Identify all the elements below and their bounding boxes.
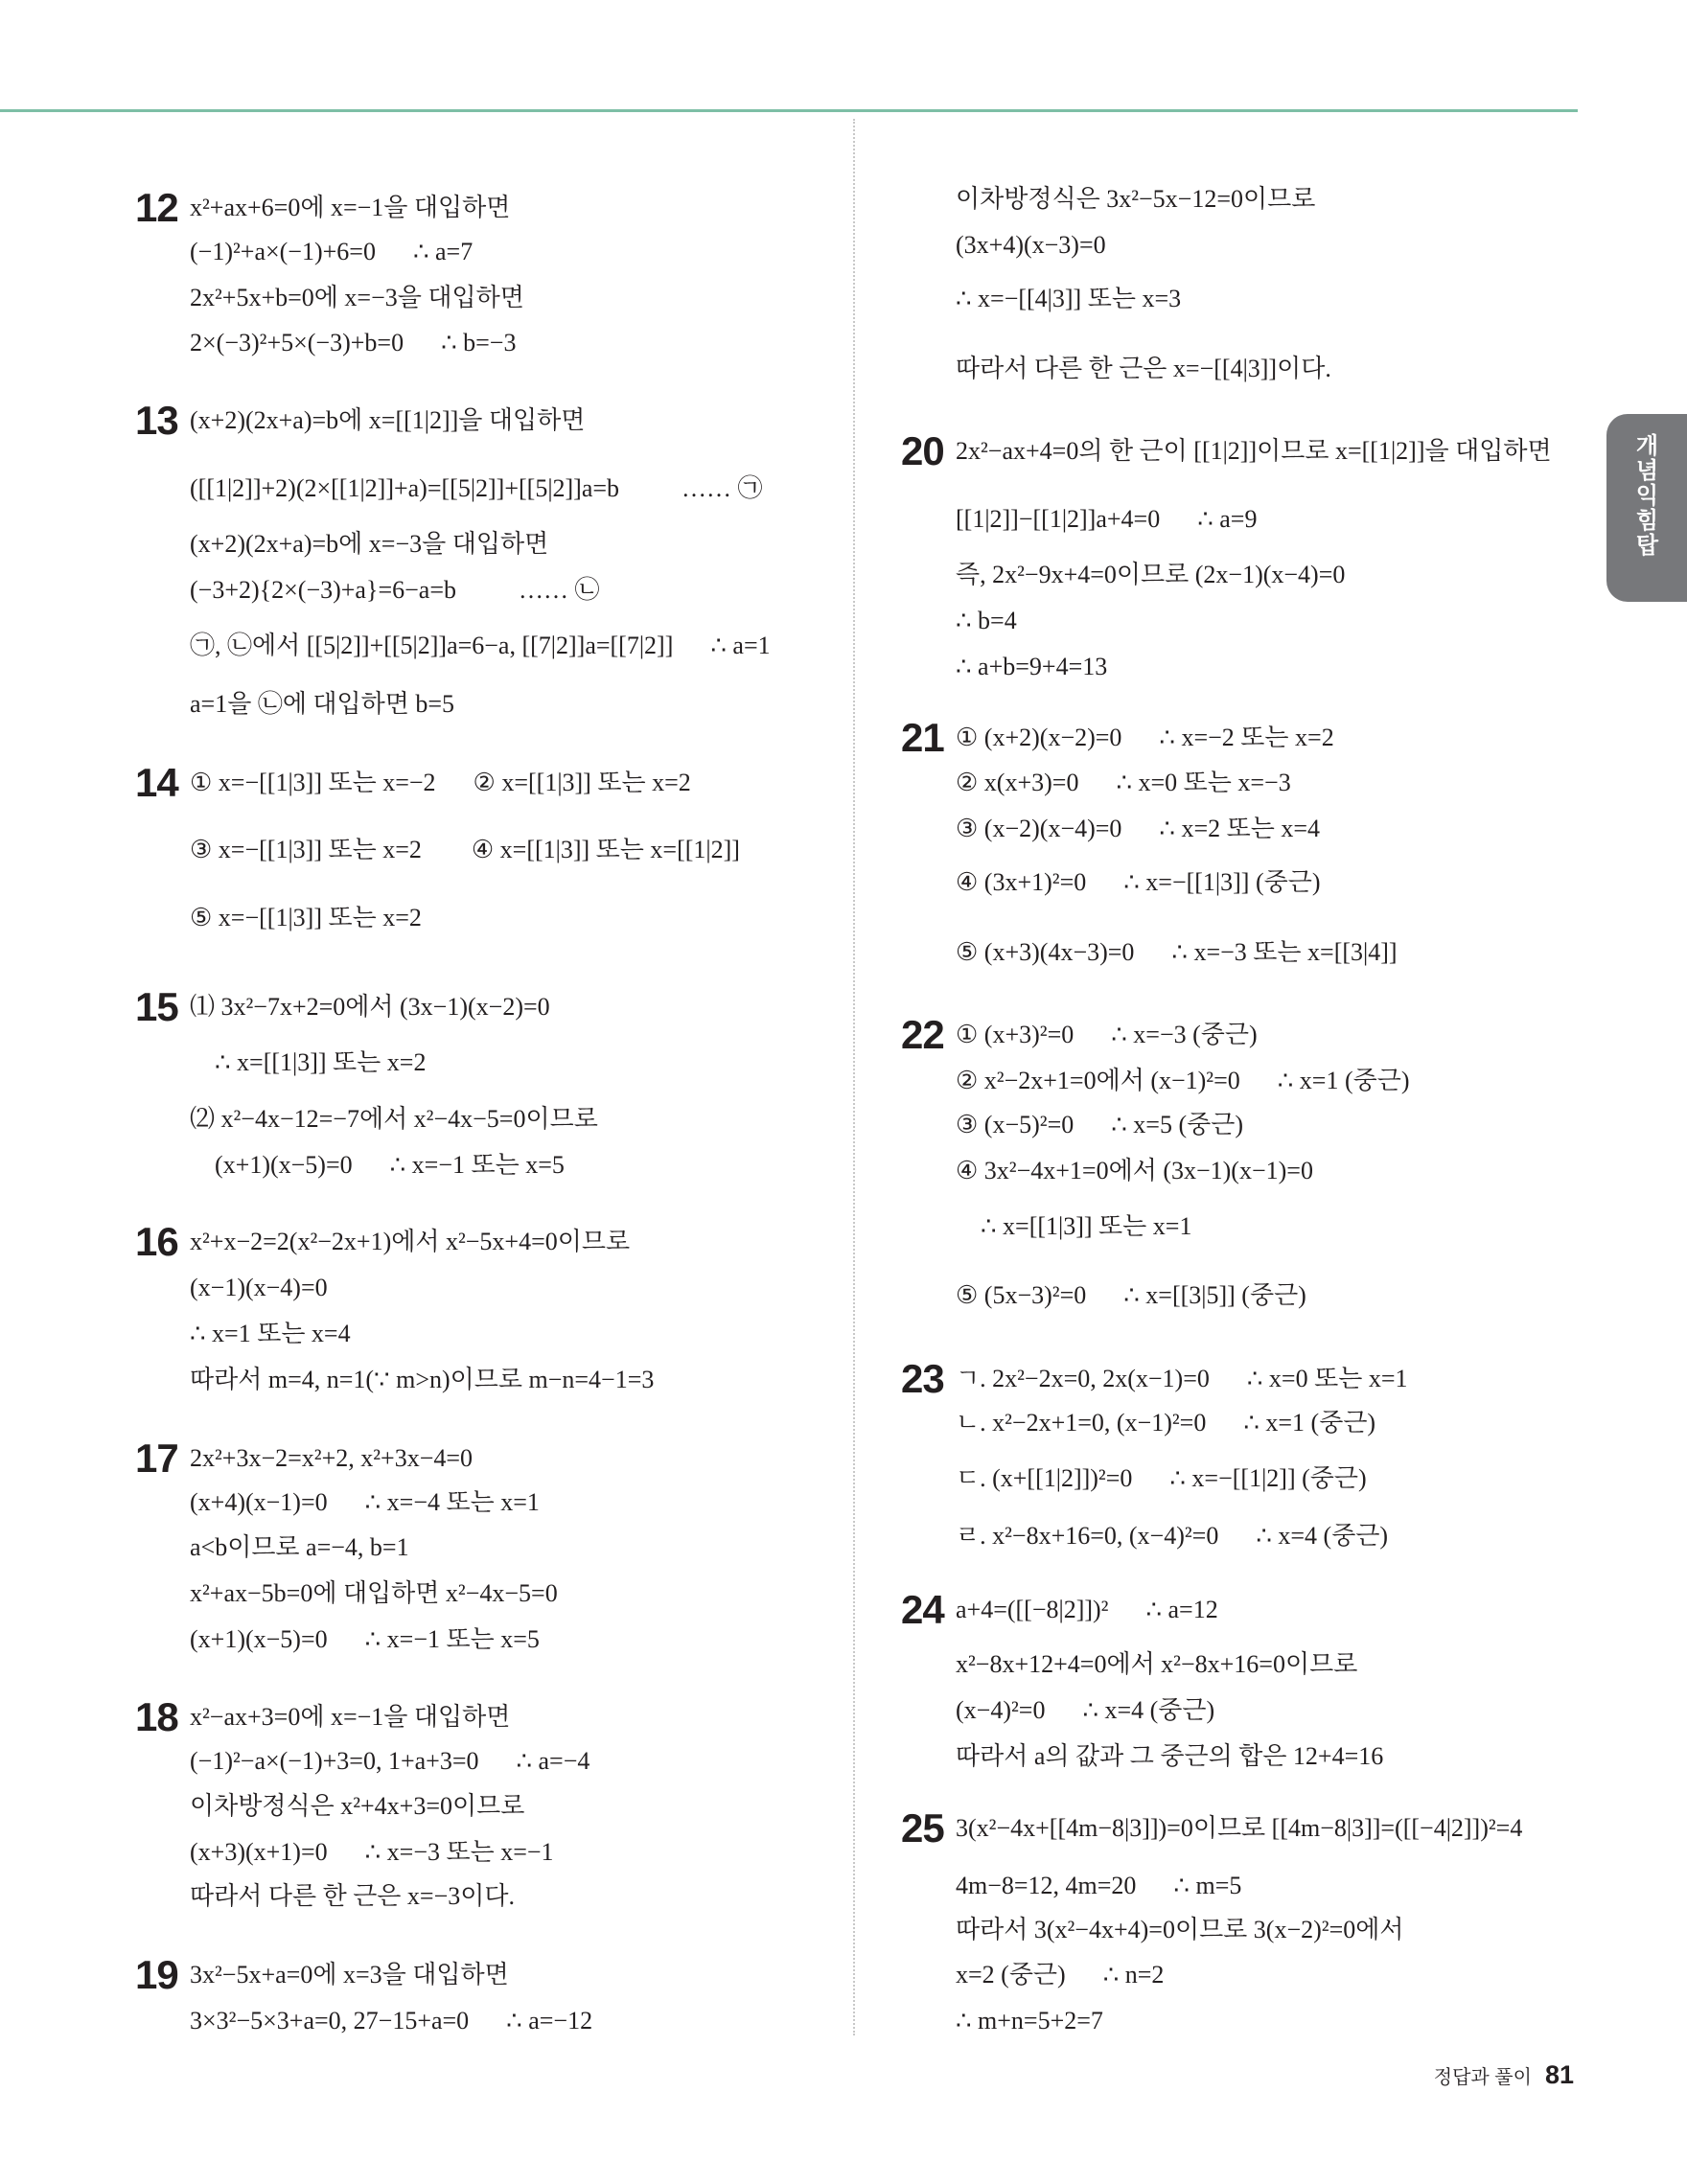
solution-line: 이차방정식은 x²+4x+3=0이므로 [190, 1792, 525, 1820]
solution-line: (−1)²+a×(−1)+6=0 ∴ a=7 [190, 238, 474, 265]
solution-line: 3(x²−4x+[[4m−8|3]])=0이므로 [[4m−8|3]]=([[−4|2]])²=4 [956, 1814, 1523, 1842]
problem-number: 16 [135, 1219, 178, 1264]
solution-line: x²+x−2=2(x²−2x+1)에서 x²−5x+4=0이므로 [190, 1228, 631, 1255]
solution-line: (x+2)(2x+a)=b에 x=−3을 대입하면 [190, 530, 549, 558]
solution-line: x²−8x+12+4=0에서 x²−8x+16=0이므로 [956, 1650, 1358, 1678]
solution-line: x²−ax+3=0에 x=−1을 대입하면 [190, 1703, 511, 1731]
problem-number: 17 [135, 1436, 178, 1481]
solution-line: x=2 (중근) ∴ n=2 [956, 1961, 1165, 1989]
solution-line: 따라서 다른 한 근은 x=−3이다. [190, 1882, 515, 1910]
problem-number: 15 [135, 984, 178, 1029]
solution-line: (x+4)(x−1)=0 ∴ x=−4 또는 x=1 [190, 1488, 540, 1516]
solution-line: 3×3²−5×3+a=0, 27−15+a=0 ∴ a=−12 [190, 2007, 593, 2035]
solution-line: ③ (x−5)²=0 ∴ x=5 (중근) [956, 1111, 1243, 1138]
solution-line: ⑴ 3x²−7x+2=0에서 (3x−1)(x−2)=0 [190, 993, 550, 1021]
solution-line: a=1을 ㉡에 대입하면 b=5 [190, 690, 455, 718]
solution-line: (x+1)(x−5)=0 ∴ x=−1 또는 x=5 [190, 1625, 540, 1653]
page-footer [1434, 2060, 1574, 2090]
problem-number: 18 [135, 1694, 178, 1739]
solution-line: ⑤ (5x−3)²=0 ∴ x=[[3|5]] (중근) [956, 1281, 1306, 1309]
solution-line: 이차방정식은 3x²−5x−12=0이므로 [956, 185, 1316, 213]
solution-line: ㄴ. x²−2x+1=0, (x−1)²=0 ∴ x=1 (중근) [956, 1409, 1376, 1437]
solution-line: ∴ x=[[1|3]] 또는 x=2 [190, 1048, 427, 1076]
solution-line: ① (x+3)²=0 ∴ x=−3 (중근) [956, 1021, 1258, 1048]
solution-line: (x+3)(x+1)=0 ∴ x=−3 또는 x=−1 [190, 1838, 554, 1866]
solution-line: ∴ x=−[[4|3]] 또는 x=3 [956, 285, 1182, 312]
solution-line: 2x²+3x−2=x²+2, x²+3x−4=0 [190, 1444, 474, 1472]
column-divider [853, 119, 855, 2035]
solution-line: 4m−8=12, 4m=20 ∴ m=5 [956, 1872, 1242, 1899]
problem-number: 12 [135, 185, 178, 230]
solution-line: ∴ x=[[1|3]] 또는 x=1 [956, 1212, 1192, 1240]
solution-line: ([[1|2]]+2)(2×[[1|2]]+a)=[[5|2]]+[[5|2]]a=b …… ㉠ [190, 474, 763, 502]
solution-line: 따라서 3(x²−4x+4)=0이므로 3(x−2)²=0에서 [956, 1916, 1404, 1943]
solution-line: ㄷ. (x+[[1|2]])²=0 ∴ x=−[[1|2]] (중근) [956, 1464, 1367, 1492]
footer-label: 정답과 풀이 [1433, 2067, 1532, 2088]
solution-line: 2×(−3)²+5×(−3)+b=0 ∴ b=−3 [190, 329, 517, 356]
solution-line: ∴ b=4 [956, 607, 1017, 634]
solution-line: (x+1)(x−5)=0 ∴ x=−1 또는 x=5 [190, 1151, 565, 1179]
solution-line: ∴ a+b=9+4=13 [956, 653, 1108, 680]
header-rule [0, 109, 1578, 112]
solution-line: ② x²−2x+1=0에서 (x−1)²=0 ∴ x=1 (중근) [956, 1067, 1410, 1094]
solution-line: a+4=([[−8|2]])² ∴ a=12 [956, 1596, 1218, 1623]
problem-number: 20 [901, 428, 944, 473]
solution-line: ③ (x−2)(x−4)=0 ∴ x=2 또는 x=4 [956, 815, 1321, 842]
solution-line: ⑤ (x+3)(4x−3)=0 ∴ x=−3 또는 x=[[3|4]] [956, 938, 1398, 966]
solution-line: x²+ax−5b=0에 대입하면 x²−4x−5=0 [190, 1579, 558, 1607]
solution-line: (x+2)(2x+a)=b에 x=[[1|2]]을 대입하면 [190, 406, 586, 434]
solution-line: (x−1)(x−4)=0 [190, 1274, 328, 1301]
problem-number: 24 [901, 1587, 944, 1632]
solution-line: ⑤ x=−[[1|3]] 또는 x=2 [190, 904, 422, 931]
problem-number: 25 [901, 1805, 944, 1851]
problem-number: 13 [135, 398, 178, 443]
solution-line: ∴ m+n=5+2=7 [956, 2007, 1103, 2035]
solution-line: ① (x+2)(x−2)=0 ∴ x=−2 또는 x=2 [956, 724, 1334, 751]
solution-line: (−3+2){2×(−3)+a}=6−a=b …… ㉡ [190, 576, 600, 604]
solution-line: (x−4)²=0 ∴ x=4 (중근) [956, 1696, 1215, 1724]
solution-line: 3x²−5x+a=0에 x=3을 대입하면 [190, 1961, 509, 1989]
solution-line: ① x=−[[1|3]] 또는 x=−2 ② x=[[1|3]] 또는 x=2 [190, 769, 691, 796]
solution-line: [[1|2]]−[[1|2]]a+4=0 ∴ a=9 [956, 505, 1258, 533]
section-side-tab[interactable] [1606, 414, 1687, 602]
solution-line: 따라서 m=4, n=1(∵ m>n)이므로 m−n=4−1=3 [190, 1366, 655, 1393]
solution-line: ㄹ. x²−8x+16=0, (x−4)²=0 ∴ x=4 (중근) [956, 1522, 1389, 1550]
problem-number: 19 [135, 1952, 178, 1997]
solution-line: ∴ x=1 또는 x=4 [190, 1320, 351, 1347]
side-tab-label: 개념익힘탑 [1631, 433, 1657, 558]
solution-line: (−1)²−a×(−1)+3=0, 1+a+3=0 ∴ a=−4 [190, 1747, 590, 1775]
solution-line: a<b이므로 a=−4, b=1 [190, 1533, 409, 1561]
solution-line: (3x+4)(x−3)=0 [956, 231, 1106, 259]
page-number: 81 [1544, 2060, 1574, 2089]
solution-line: ㄱ. 2x²−2x=0, 2x(x−1)=0 ∴ x=0 또는 x=1 [956, 1365, 1408, 1392]
problem-number: 14 [135, 760, 178, 805]
problem-number: 21 [901, 715, 944, 760]
solution-line: 2x²−ax+4=0의 한 근이 [[1|2]]이므로 x=[[1|2]]을 대입하면 [956, 437, 1552, 465]
solution-line: ② x(x+3)=0 ∴ x=0 또는 x=−3 [956, 769, 1291, 796]
solution-line: ㉠, ㉡에서 [[5|2]]+[[5|2]]a=6−a, [[7|2]]a=[[7|2]] ∴ a=1 [190, 632, 771, 659]
solution-line: 따라서 다른 한 근은 x=−[[4|3]]이다. [956, 355, 1331, 382]
solution-line: ③ x=−[[1|3]] 또는 x=2 ④ x=[[1|3]] 또는 x=[[1|2]] [190, 836, 740, 863]
solution-line: ④ 3x²−4x+1=0에서 (3x−1)(x−1)=0 [956, 1157, 1313, 1184]
solution-line: 따라서 a의 값과 그 중근의 합은 12+4=16 [956, 1742, 1384, 1770]
solution-line: x²+ax+6=0에 x=−1을 대입하면 [190, 194, 511, 221]
solution-line: 즉, 2x²−9x+4=0이므로 (2x−1)(x−4)=0 [956, 561, 1346, 588]
solution-line: ⑵ x²−4x−12=−7에서 x²−4x−5=0이므로 [190, 1105, 598, 1133]
solution-line: 2x²+5x+b=0에 x=−3을 대입하면 [190, 284, 524, 311]
problem-number: 22 [901, 1012, 944, 1057]
solution-line: ④ (3x+1)²=0 ∴ x=−[[1|3]] (중근) [956, 868, 1321, 896]
problem-number: 23 [901, 1356, 944, 1401]
